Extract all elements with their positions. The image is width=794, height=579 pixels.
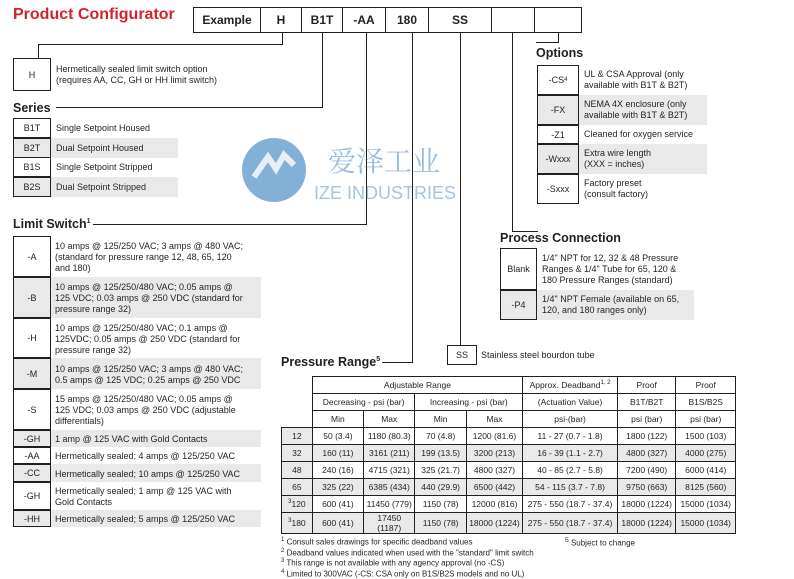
options-heading: Options — [536, 46, 584, 60]
footnote — [281, 547, 534, 558]
pressure-header-proof: Proof — [617, 377, 675, 394]
option-desc-line: available with B1T & B2T) — [584, 80, 688, 90]
limit-switch-heading — [13, 217, 91, 231]
footnote-num: 3 — [281, 558, 285, 565]
pressure-header-unit: psi (bar) — [617, 411, 675, 428]
process-desc-line: 1/4" NPT for 12, 32 & 48 Pressure — [542, 252, 679, 263]
pressure-header-max: Max — [364, 411, 415, 428]
option-code-text: -Z1 — [551, 129, 565, 140]
table-cell: 12000 (816) — [466, 496, 522, 513]
config-box-example: Example — [193, 7, 261, 33]
process-code: -P4 — [500, 290, 537, 320]
limit-switch-desc-line: 125 VDC; 0.03 amps @ 250 VDC (adjustable — [55, 405, 236, 415]
option-desc-line: (XXX = inches) — [584, 159, 645, 169]
connector-line — [56, 107, 323, 108]
process-desc-line: 1/4" NPT Female (available on 65, — [542, 294, 680, 304]
range-sup: 3 — [288, 499, 292, 506]
pressure-table — [281, 376, 736, 534]
pressure-corner — [282, 377, 313, 394]
deadband-sup: 1, 2 — [600, 380, 611, 387]
table-cell: 1800 (122) — [617, 428, 675, 445]
range-cell — [282, 445, 313, 462]
limit-switch-desc-line: and 180) — [55, 263, 91, 273]
table-cell: 199 (13.5) — [415, 445, 466, 462]
limit-switch-code: -A — [13, 236, 51, 277]
limit-switch-desc — [51, 389, 261, 430]
pressure-heading — [281, 355, 380, 369]
hermetic-code: H — [13, 58, 51, 91]
pressure-corner — [282, 411, 313, 428]
table-cell: 1500 (103) — [676, 428, 736, 445]
series-code: B2T — [13, 138, 51, 158]
limit-switch-desc-line: 10 amps @ 125/250/480 VAC; 0.1 amps @ — [55, 322, 228, 333]
table-row — [282, 479, 736, 496]
limit-switch-code: -GH — [13, 482, 51, 510]
limit-switch-desc — [51, 510, 261, 527]
pressure-header-decreasing: Decreasing - psi (bar) — [312, 394, 415, 411]
hermetic-desc-line: Hermetically sealed limit switch option — [56, 64, 208, 74]
table-row — [282, 496, 736, 513]
process-desc — [537, 290, 694, 320]
table-cell: 4800 (327) — [466, 462, 522, 479]
table-cell: 50 (3.4) — [312, 428, 363, 445]
config-box-series: B1T — [301, 7, 343, 33]
table-cell: 18000 (1224) — [617, 513, 675, 534]
pressure-header-actuation: (Actuation Value) — [523, 394, 618, 411]
table-cell: 275 - 550 (18.7 - 37.4) — [523, 513, 618, 534]
option-desc-line: UL & CSA Approval (only — [584, 69, 684, 79]
range-value: 48 — [292, 465, 302, 475]
page-title: Product Configurator — [13, 6, 175, 23]
limit-switch-code: -H — [13, 318, 51, 358]
pressure-heading-sup: 5 — [376, 355, 381, 363]
limit-switch-code: -B — [13, 277, 51, 318]
pressure-header-increasing: Increasing - psi (bar) — [415, 394, 523, 411]
series-desc: Dual Setpoint Stripped — [51, 177, 178, 197]
pressure-header-deadband — [523, 377, 618, 394]
limit-switch-desc-line: pressure range 32) — [55, 304, 132, 314]
limit-switch-desc-line: 10 amps @ 125/250 VAC; 3 amps @ 480 VAC; — [55, 363, 244, 374]
option-desc-line: available with B1T & B2T) — [584, 110, 688, 120]
ss-code: SS — [447, 345, 477, 365]
option-desc — [579, 125, 707, 144]
series-desc: Single Setpoint Stripped — [56, 162, 153, 172]
limit-switch-heading-text: Limit Switch — [13, 217, 87, 231]
option-desc-line: Factory preset — [584, 178, 642, 188]
pressure-header-adjustable: Adjustable Range — [312, 377, 522, 394]
range-cell — [282, 479, 313, 496]
limit-switch-desc — [51, 430, 261, 447]
limit-switch-code: -AA — [13, 447, 51, 464]
table-row — [282, 428, 736, 445]
connector-line — [512, 33, 513, 232]
table-cell: 600 (41) — [312, 513, 363, 534]
series-desc: Dual Setpoint Housed — [51, 138, 178, 158]
pressure-header-unit: psi (bar) — [676, 411, 736, 428]
limit-switch-desc-line: Hermetically sealed; 4 amps @ 125/250 VAC — [55, 451, 236, 461]
range-value: 120 — [291, 499, 306, 509]
hermetic-desc — [56, 64, 217, 86]
table-cell: 1150 (78) — [415, 496, 466, 513]
option-desc-line: Cleaned for oxygen service — [584, 129, 694, 139]
table-cell: 15000 (1034) — [676, 513, 736, 534]
range-value: 180 — [291, 518, 306, 528]
deadband-text: Approx. Deadband — [529, 380, 601, 390]
limit-switch-desc-line: 0.5 amps @ 125 VDC; 0.25 amps @ 250 VDC — [55, 374, 241, 385]
limit-switch-desc-line: 1 amp @ 125 VAC with Gold Contacts — [55, 434, 208, 444]
range-cell — [282, 462, 313, 479]
table-cell: 15000 (1034) — [676, 496, 736, 513]
config-box-process — [491, 7, 535, 33]
limit-switch-desc-line: (standard for pressure range 12, 48, 65, 120 — [55, 252, 232, 262]
table-cell: 6000 (414) — [676, 462, 736, 479]
limit-switch-desc-line: pressure range 32) — [55, 344, 132, 355]
limit-switch-desc-line: Gold Contacts — [55, 497, 113, 507]
table-cell: 6500 (442) — [466, 479, 522, 496]
option-code-text: -CS — [548, 75, 565, 85]
limit-switch-desc-line: 125VDC; 0.05 amps @ 250 VDC (standard for — [55, 333, 241, 344]
ss-desc: Stainless steel bourdon tube — [481, 350, 595, 360]
table-cell: 11450 (779) — [364, 496, 415, 513]
watermark-cn: 爱泽工业 — [328, 145, 441, 178]
pressure-header-max: Max — [466, 411, 522, 428]
footnote-text: This range is not available with any agency approval (no -CS) — [286, 558, 505, 568]
limit-switch-desc — [51, 447, 261, 464]
limit-switch-desc-line: differentials) — [55, 416, 104, 426]
option-desc-line: (consult factory) — [584, 189, 649, 199]
process-desc — [537, 248, 694, 290]
connector-line — [322, 33, 323, 108]
table-cell: 4715 (321) — [364, 462, 415, 479]
table-cell: 17450 (1187) — [364, 513, 415, 534]
option-desc — [579, 144, 707, 174]
limit-switch-code: -S — [13, 389, 51, 430]
table-cell: 325 (22) — [312, 479, 363, 496]
footnotes — [281, 536, 534, 579]
range-value: 32 — [292, 448, 302, 458]
limit-switch-desc-line: 15 amps @ 125/250/480 VAC; 0.05 amps @ — [55, 394, 233, 404]
table-cell: 16 - 39 (1.1 - 2.7) — [523, 445, 618, 462]
table-cell: 600 (41) — [312, 496, 363, 513]
table-row — [282, 513, 736, 534]
table-cell: 160 (11) — [312, 445, 363, 462]
limit-switch-heading-sup: 1 — [86, 217, 91, 225]
pressure-header-min: Min — [312, 411, 363, 428]
config-box-hermetic: H — [260, 7, 302, 33]
option-desc-line: Extra wire length — [584, 148, 652, 158]
table-cell: 240 (16) — [312, 462, 363, 479]
limit-switch-desc-line: 125 VDC; 0.03 amps @ 250 VDC (standard for — [55, 293, 243, 303]
table-cell: 325 (21.7) — [415, 462, 466, 479]
table-cell: 8125 (560) — [676, 479, 736, 496]
series-desc: Single Setpoint Housed — [56, 123, 151, 133]
option-code — [537, 125, 579, 144]
range-cell — [282, 513, 313, 534]
table-cell: 1180 (80.3) — [364, 428, 415, 445]
limit-switch-desc — [51, 464, 261, 482]
series-code: B2S — [13, 177, 51, 197]
watermark-en: IZE INDUSTRIES — [314, 183, 457, 203]
pressure-header-min: Min — [415, 411, 466, 428]
pressure-header-unit: psi-(bar) — [523, 411, 618, 428]
table-cell: 4000 (275) — [676, 445, 736, 462]
table-cell: 7200 (490) — [617, 462, 675, 479]
table-row — [282, 445, 736, 462]
table-cell: 6385 (434) — [364, 479, 415, 496]
connector-line — [536, 42, 559, 43]
option-desc — [579, 174, 707, 204]
option-code — [537, 174, 579, 204]
config-box-limit: -AA — [342, 7, 386, 33]
option-code — [537, 95, 579, 125]
limit-switch-code: -CC — [13, 464, 51, 482]
watermark-logo — [240, 135, 480, 205]
footnote-num: 2 — [281, 547, 285, 554]
pressure-header-b1t: B1T/B2T — [617, 394, 675, 411]
connector-line — [38, 44, 39, 58]
option-code-text: -Sxxx — [546, 184, 570, 194]
connector-line — [93, 224, 367, 225]
table-cell: 1200 (81.6) — [466, 428, 522, 445]
footnote — [281, 536, 534, 547]
series-code: B1T — [13, 118, 51, 138]
range-sup: 3 — [288, 518, 292, 525]
footnote-num: 5 — [565, 537, 569, 544]
option-desc — [579, 65, 707, 95]
limit-switch-desc-line: Hermetically sealed; 5 amps @ 125/250 VAC — [55, 514, 236, 524]
pressure-header-b1s: B1S/B2S — [676, 394, 736, 411]
limit-switch-desc-line: 10 amps @ 125/250/480 VAC; 0.05 amps @ — [55, 282, 233, 292]
table-cell: 440 (29.9) — [415, 479, 466, 496]
footnote-5 — [565, 537, 635, 548]
range-cell — [282, 428, 313, 445]
process-desc-line: 180 Pressure Ranges (standard) — [542, 274, 673, 285]
table-cell: 9750 (663) — [617, 479, 675, 496]
table-cell: 4800 (327) — [617, 445, 675, 462]
footnote — [281, 568, 534, 579]
hermetic-desc-line: (requires AA, CC, GH or HH limit switch) — [56, 75, 218, 85]
footnote — [281, 557, 534, 568]
footnote-text: Limited to 300VAC (-CS: CSA only on B1S/B2S models and no UL) — [286, 569, 525, 579]
option-desc-line: NEMA 4X enclosure (only — [584, 99, 687, 109]
process-heading: Process Connection — [500, 231, 621, 245]
process-code: Blank — [500, 248, 537, 290]
range-value: 65 — [292, 482, 302, 492]
limit-switch-desc — [51, 318, 261, 358]
watermark — [240, 135, 480, 210]
process-desc-line: Ranges & 1/4" Tube for 65, 120 & — [542, 263, 677, 274]
limit-switch-desc — [51, 482, 261, 510]
limit-switch-desc-line: Hermetically sealed; 10 amps @ 125/250 VAC — [55, 468, 241, 479]
connector-line — [382, 362, 413, 363]
connector-line — [38, 44, 283, 45]
option-code-sup: 4 — [564, 77, 568, 83]
limit-switch-code: -GH — [13, 430, 51, 447]
table-cell: 54 - 115 (3.7 - 7.8) — [523, 479, 618, 496]
footnote-num: 4 — [281, 568, 285, 575]
option-code-text: -FX — [550, 105, 566, 115]
limit-switch-code: -M — [13, 358, 51, 389]
limit-switch-desc — [51, 277, 261, 318]
config-box-range: 180 — [385, 7, 429, 33]
process-desc-line: 120, and 180 ranges only) — [542, 305, 647, 315]
table-cell: 1150 (78) — [415, 513, 466, 534]
limit-switch-desc-line: 10 amps @ 125/250 VAC; 3 amps @ 480 VAC; — [55, 241, 244, 251]
option-code — [537, 65, 579, 95]
pressure-heading-text: Pressure Range — [281, 355, 377, 369]
limit-switch-code: -HH — [13, 510, 51, 527]
footnote-num: 1 — [281, 537, 285, 543]
option-desc — [579, 95, 707, 125]
table-cell: 18000 (1224) — [466, 513, 522, 534]
limit-switch-desc — [51, 236, 261, 277]
table-cell: 275 - 550 (18.7 - 37.4) — [523, 496, 618, 513]
table-cell: 11 - 27 (0.7 - 1.8) — [523, 428, 618, 445]
footnote-text: Deadband values indicated when used with the "standard" limit switch — [286, 548, 534, 558]
limit-switch-desc — [51, 358, 261, 389]
table-cell: 70 (4.8) — [415, 428, 466, 445]
config-box-options — [534, 7, 582, 33]
config-box-ss: SS — [428, 7, 492, 33]
option-code-text: -Wxxx — [545, 154, 571, 164]
range-value: 12 — [292, 431, 302, 441]
footnote-text: Subject to change — [570, 538, 635, 548]
option-code — [537, 144, 579, 174]
table-cell: 40 - 85 (2.7 - 5.8) — [523, 462, 618, 479]
limit-switch-desc-line: Hermetically sealed; 1 amp @ 125 VAC with — [55, 486, 232, 496]
pressure-header-proof2: Proof — [676, 377, 736, 394]
pressure-corner — [282, 394, 313, 411]
table-cell: 3200 (213) — [466, 445, 522, 462]
series-code: B1S — [13, 157, 51, 177]
series-heading: Series — [13, 101, 51, 115]
range-cell — [282, 496, 313, 513]
table-cell: 3161 (211) — [364, 445, 415, 462]
footnote-text: Consult sales drawings for specific deadband values — [286, 537, 473, 547]
table-cell: 18000 (1224) — [617, 496, 675, 513]
table-row — [282, 462, 736, 479]
